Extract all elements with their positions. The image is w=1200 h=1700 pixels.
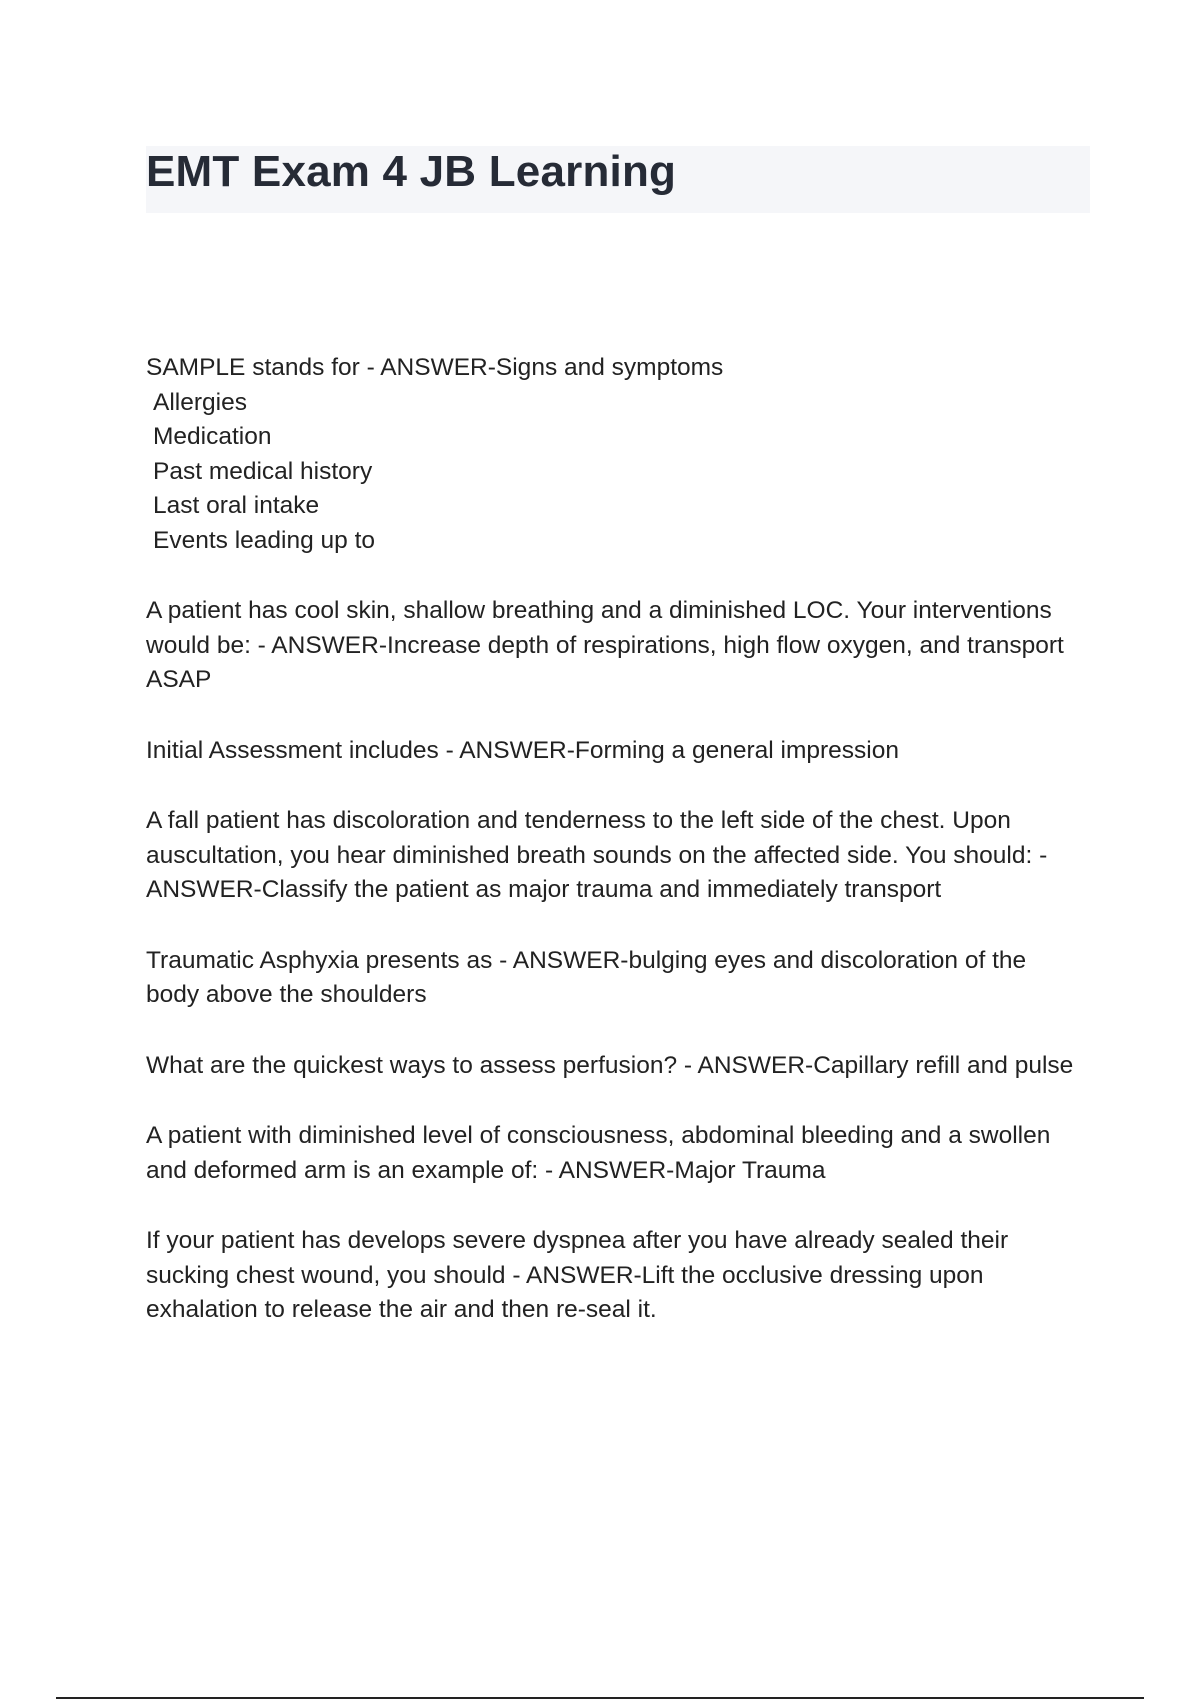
qa-item-interventions: A patient has cool skin, shallow breathing and a diminished LOC. Your interventions would be: - ANSWER-Increase depth of respirations, high flow oxygen, and transport ASAP: [146, 597, 1064, 693]
list-item: Medication: [153, 423, 272, 450]
qa-item-perfusion: What are the quickest ways to assess perfusion? - ANSWER-Capillary refill and pulse: [146, 1051, 1074, 1079]
qa-item-initial-assessment: Initial Assessment includes - ANSWER-Forming a general impression: [146, 736, 899, 764]
qa-list: [146, 351, 1086, 1364]
list-item: Events leading up to: [153, 526, 376, 554]
qa-item-sample: [146, 351, 1086, 558]
page-divider: [56, 1697, 1144, 1699]
page-title: EMT Exam 4 JB Learning: [146, 147, 677, 196]
qa-text: SAMPLE stands for - ANSWER-Signs and symptoms: [146, 354, 724, 381]
qa-item-chest-wound: If your patient has develops severe dyspnea after you have already sealed their sucking chest wound, you should - ANSWER-Lift the occlusive dressing upon exhalation to release the air and then re-seal it.: [146, 1227, 1009, 1323]
list-item: Past medical history: [153, 457, 373, 485]
sample-mnemonic-list: [146, 386, 1086, 559]
list-item: Last oral intake: [153, 492, 320, 519]
qa-item-fall-patient: A fall patient has discoloration and tenderness to the left side of the chest. Upon auscultation, you hear diminished breath sounds on the affected side. You should: - ANSWER-Classify the patient as major trauma and immediately transport: [146, 807, 1048, 903]
qa-item-major-trauma: A patient with diminished level of consciousness, abdominal bleeding and a swollen and deformed arm is an example of: - ANSWER-Major Trauma: [146, 1122, 1051, 1184]
qa-item-traumatic-asphyxia: Traumatic Asphyxia presents as - ANSWER-bulging eyes and discoloration of the body above the shoulders: [146, 946, 1027, 1008]
list-item: Allergies: [153, 388, 247, 416]
